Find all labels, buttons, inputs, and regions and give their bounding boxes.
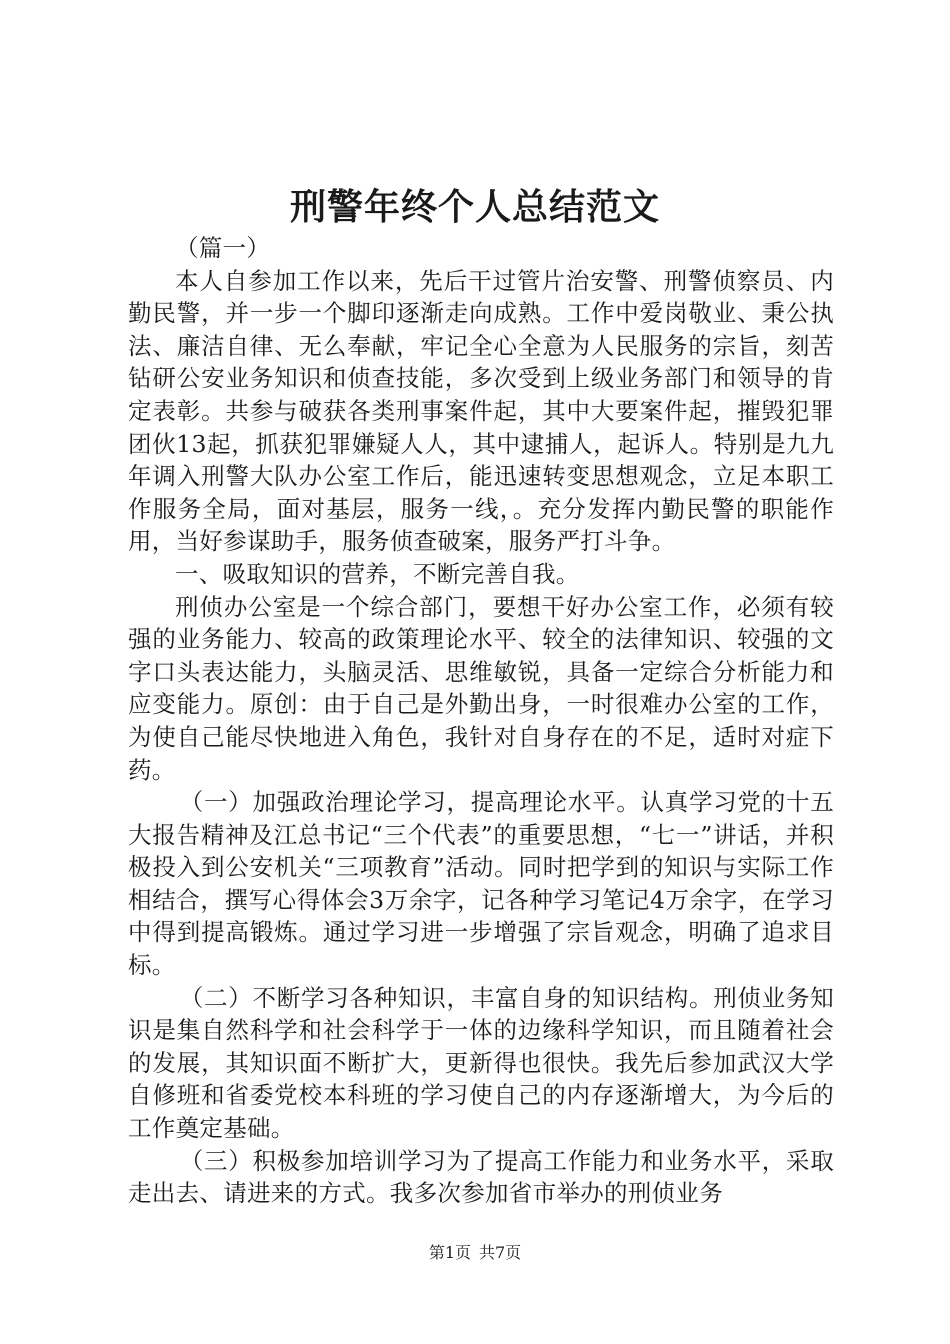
- page-number-total: 共7页: [479, 1243, 522, 1262]
- page-footer: [0, 1242, 950, 1264]
- intro-paragraph: 本人自参加工作以来，先后干过管片治安警、刑警侦察员、内勤民警，并一步一个脚印逐渐走向成熟。工作中爱岗敬业、秉公执法、廉洁自律、无么奉献，牢记全心全意为人民服务的宗旨，刻苦钻研公安业务知识和侦查技能，多次受到上级业务部门和领导的肯定表彰。共参与破获各类刑事案件起，其中大要案件起，摧毁犯罪团伙13起，抓获犯罪嫌疑人人，其中逮捕人，起诉人。特别是九九年调入刑警大队办公室工作后，能迅速转变思想观念，立足本职工作服务全局，面对基层，服务一线，。充分发挥内勤民警的职能作用，当好参谋助手，服务侦查破案，服务严打斗争。: [128, 266, 834, 556]
- office-duties-paragraph: 刑侦办公室是一个综合部门，要想干好办公室工作，必须有较强的业务能力、较高的政策理论水平、较全的法律知识、较强的文字口头表达能力，头脑灵活、思维敏锐，具备一定综合分析能力和应变能力。原创：由于自己是外勤出身，一时很难办公室的工作，为使自己能尽快地进入角色，我针对自身存在的不足，适时对症下药。: [128, 592, 834, 784]
- heading-section-one: 一、吸取知识的营养，不断完善自我。: [175, 559, 580, 588]
- subsection-one-paragraph: （一）加强政治理论学习，提高理论水平。认真学习党的十五大报告精神及江总书记“三个代表”的重要思想，“七一”讲话，并积极投入到公安机关“三项教育”活动。同时把学到的知识与实际工作相结合，撰写心得体会3万余字，记各种学习笔记4万余字，在学习中得到提高锻炼。通过学习进一步增强了宗旨观念，明确了追求目标。: [128, 788, 834, 980]
- document-title: 刑警年终个人总结范文: [289, 186, 660, 228]
- page-number-current: 第1页: [428, 1243, 471, 1262]
- subsection-three-paragraph: （三）积极参加培训学习为了提高工作能力和业务水平，采取走出去、请进来的方式。我多次参加省市举办的刑侦业务: [128, 1146, 834, 1208]
- document-body: [128, 232, 834, 1210]
- section-label-part-one: （篇一）: [175, 234, 271, 262]
- subsection-two-paragraph: （二）不断学习各种知识，丰富自身的知识结构。刑侦业务知识是集自然科学和社会科学于一体的边缘科学知识，而且随着社会的发展，其知识面不断扩大，更新得也很快。我先后参加武汉大学自修班和省委党校本科班的学习使自己的内存逐渐增大，为今后的工作奠定基础。: [128, 983, 834, 1143]
